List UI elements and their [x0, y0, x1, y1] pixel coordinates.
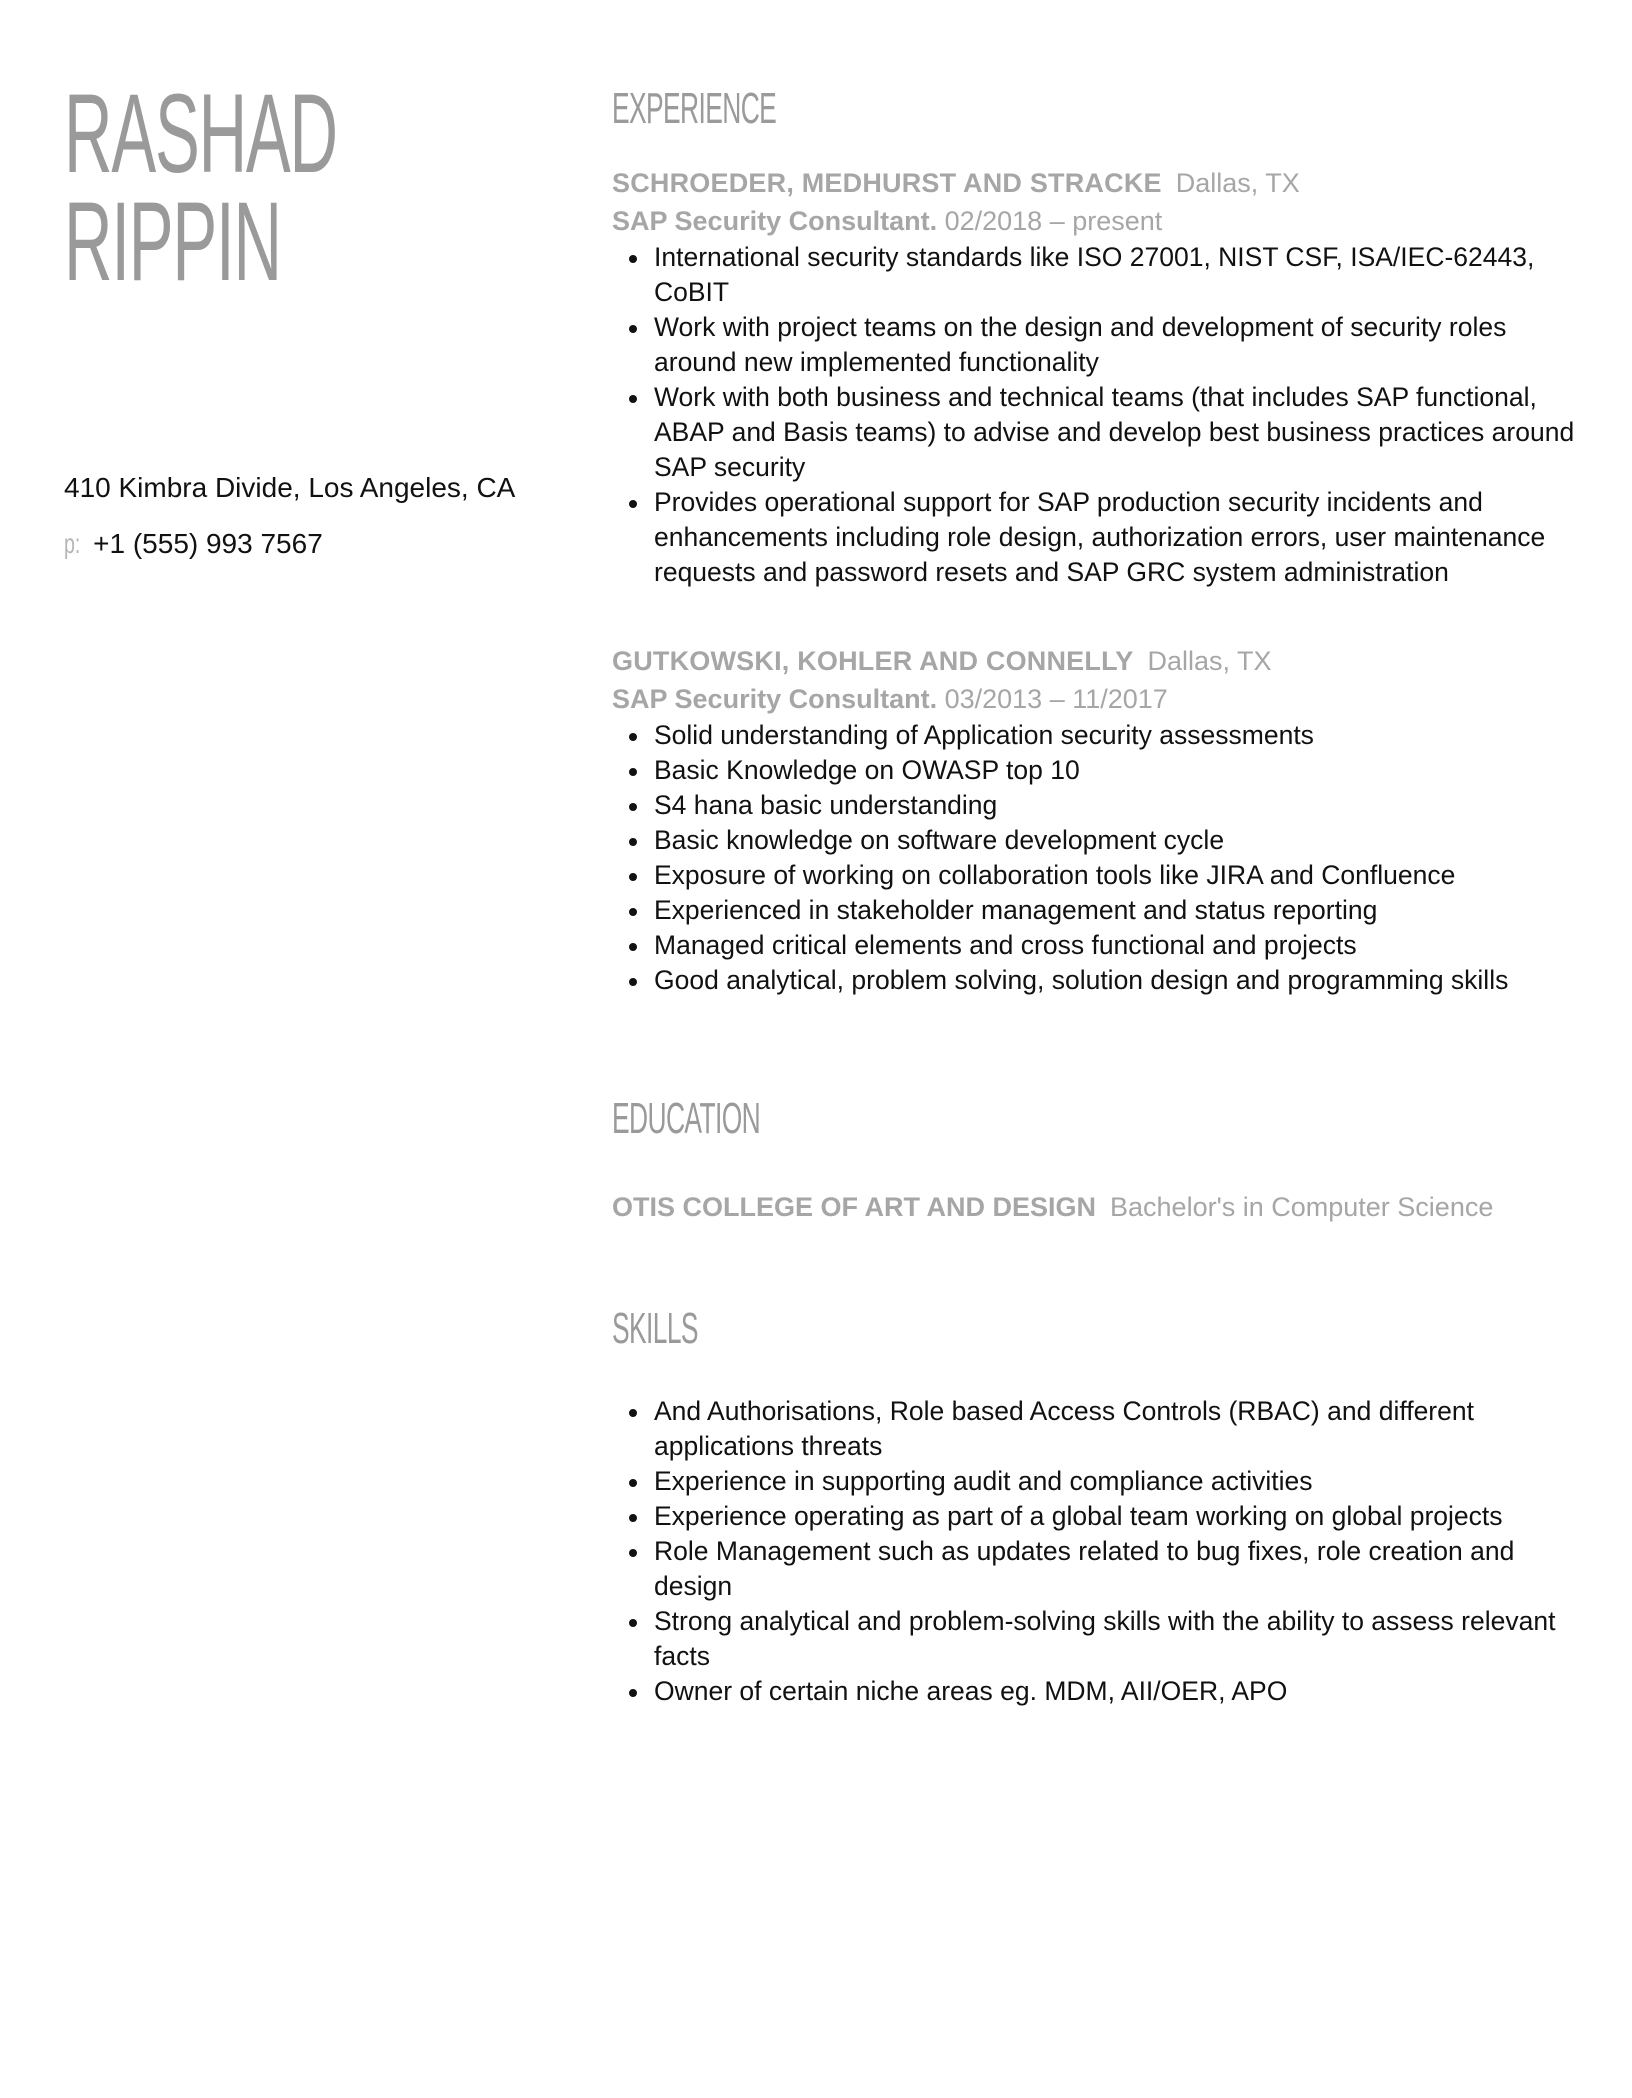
role-line — [612, 680, 1592, 718]
last-name: RIPPIN — [64, 179, 281, 304]
phone-line — [64, 516, 515, 572]
company-line — [612, 642, 1592, 680]
skills-section — [612, 1304, 1592, 1709]
bullet-item: Managed critical elements and cross functional and projects — [654, 928, 1592, 963]
job-location: Dallas, TX — [1147, 646, 1272, 676]
school-name: OTIS COLLEGE OF ART AND DESIGN — [612, 1192, 1097, 1222]
job-role: SAP Security Consultant. — [612, 206, 938, 236]
company-line — [612, 164, 1592, 202]
bullet-item: Work with both business and technical teams (that includes SAP functional, ABAP and Basis teams) to advise and develop best business practices around SAP security — [654, 380, 1592, 485]
bullet-item: S4 hana basic understanding — [654, 788, 1592, 823]
degree: Bachelor's in Computer Science — [1110, 1192, 1494, 1222]
job-entry — [612, 164, 1592, 590]
bullet-item: Experienced in stakeholder management and status reporting — [654, 893, 1592, 928]
phone-label: p: — [64, 528, 81, 559]
first-name: RASHAD — [64, 71, 337, 196]
bullet-item: International security standards like ISO 27001, NIST CSF, ISA/IEC-62443, CoBIT — [654, 240, 1592, 310]
skill-item: Experience operating as part of a global team working on global projects — [654, 1499, 1592, 1534]
bullet-item: Exposure of working on collaboration tools like JIRA and Confluence — [654, 858, 1592, 893]
job-entry — [612, 642, 1592, 998]
bullet-item: Basic Knowledge on OWASP top 10 — [654, 753, 1592, 788]
skill-item: Strong analytical and problem-solving skills with the ability to assess relevant facts — [654, 1604, 1592, 1674]
skill-item: Owner of certain niche areas eg. MDM, AII/OER, APO — [654, 1674, 1592, 1709]
company-name: SCHROEDER, MEDHURST AND STRACKE — [612, 168, 1162, 198]
bullet-item: Work with project teams on the design and development of security roles around new implemented functionality — [654, 310, 1592, 380]
header — [64, 71, 564, 304]
skills-list — [612, 1394, 1592, 1709]
skills-title: SKILLS — [612, 1304, 698, 1353]
bullet-item: Solid understanding of Application security assessments — [654, 718, 1592, 753]
job-dates: 02/2018 – present — [944, 206, 1163, 236]
skill-item: Role Management such as updates related to bug fixes, role creation and design — [654, 1534, 1592, 1604]
education-section — [612, 1094, 1592, 1226]
experience-section — [612, 84, 1592, 998]
job-location: Dallas, TX — [1175, 168, 1300, 198]
main-column — [612, 84, 1592, 1709]
education-entry — [612, 1188, 1592, 1226]
phone-number: +1 (555) 993 7567 — [93, 528, 323, 559]
skill-item: And Authorisations, Role based Access Controls (RBAC) and different applications threats — [654, 1394, 1592, 1464]
bullet-item: Basic knowledge on software development cycle — [654, 823, 1592, 858]
job-role: SAP Security Consultant. — [612, 684, 938, 714]
education-title: EDUCATION — [612, 1094, 761, 1143]
role-line — [612, 202, 1592, 240]
job-bullets — [612, 240, 1592, 590]
contact-block — [64, 460, 515, 572]
address: 410 Kimbra Divide, Los Angeles, CA — [64, 472, 516, 503]
bullet-item: Good analytical, problem solving, solution design and programming skills — [654, 963, 1592, 998]
job-bullets — [612, 718, 1592, 998]
job-dates: 03/2013 – 11/2017 — [944, 684, 1168, 714]
skill-item: Experience in supporting audit and compliance activities — [654, 1464, 1592, 1499]
bullet-item: Provides operational support for SAP production security incidents and enhancements including role design, authorization errors, user maintenance requests and password resets and SAP GRC system administration — [654, 485, 1592, 590]
company-name: GUTKOWSKI, KOHLER AND CONNELLY — [612, 646, 1134, 676]
experience-title: EXPERIENCE — [612, 84, 777, 133]
